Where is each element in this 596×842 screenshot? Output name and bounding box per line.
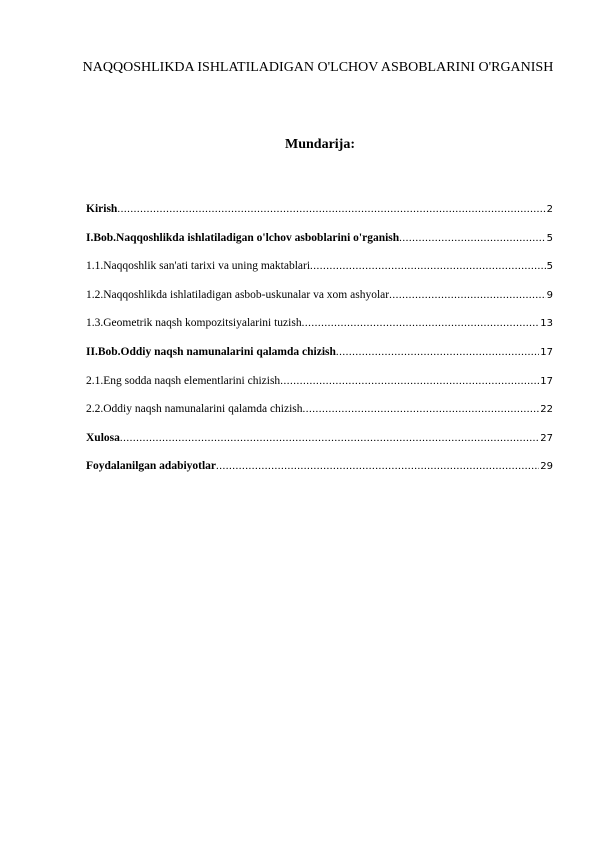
toc-entry-page-number: 29 (540, 461, 553, 473)
toc-dot-leader (117, 203, 545, 215)
toc-entry[interactable] (86, 375, 553, 404)
toc-dot-leader (216, 460, 539, 472)
toc-entry-page-number: 5 (546, 232, 553, 244)
toc-entry-label: I.Bob.Naqqoshlikda ishlatiladigan o'lchov asboblarini o'rganish (86, 231, 400, 244)
toc-dot-leader (336, 346, 539, 358)
toc-entry-page-number: 9 (546, 289, 553, 301)
toc-entry-page-number: 13 (540, 318, 553, 330)
table-of-contents (86, 203, 553, 489)
toc-entry[interactable] (86, 346, 553, 375)
toc-entry-label: 2.1.Eng sodda naqsh elementlarini chizish (86, 374, 281, 387)
toc-entry-page-number: 17 (540, 375, 553, 387)
toc-entry-page-number: 2 (546, 204, 553, 215)
toc-entry-page-number: 27 (540, 432, 553, 444)
toc-entry-page-number: 5 (546, 261, 553, 273)
toc-entry-page-number: 17 (540, 346, 553, 358)
toc-entry[interactable] (86, 260, 553, 289)
toc-dot-leader (399, 232, 545, 244)
toc-dot-leader (389, 289, 546, 301)
toc-entry[interactable] (86, 460, 553, 489)
toc-dot-leader (120, 432, 539, 444)
toc-dot-leader (303, 403, 540, 415)
toc-dot-leader (302, 317, 540, 329)
toc-entry-label: 1.2.Naqqoshlikda ishlatiladigan asbob-uskunalar va xom ashyolar (86, 288, 390, 301)
toc-entry-label: 1.1.Naqqoshlik san'ati tarixi va uning maktablari (86, 260, 311, 273)
toc-entry[interactable] (86, 232, 553, 261)
toc-entry[interactable] (86, 432, 553, 461)
toc-entry-label: 2.2.Oddiy naqsh namunalarini qalamda chizish (86, 403, 303, 416)
toc-dot-leader (310, 260, 546, 272)
toc-entry-label: Kirish (86, 203, 118, 215)
toc-entry[interactable] (86, 203, 553, 232)
toc-heading: Mundarija: (285, 137, 355, 152)
toc-entry-label: Foydalanilgan adabiyotlar (86, 460, 217, 473)
toc-entry[interactable] (86, 289, 553, 318)
toc-entry-label: II.Bob.Oddiy naqsh namunalarini qalamda chizish (86, 345, 336, 358)
document-title: NAQQOSHLIKDA ISHLATILADIGAN O'LCHOV ASBOBLARINI O'RGANISH (82, 60, 554, 75)
toc-dot-leader (280, 375, 539, 387)
toc-entry[interactable] (86, 317, 553, 346)
toc-entry-page-number: 22 (540, 404, 553, 416)
toc-entry-label: Xulosa (86, 431, 120, 444)
toc-entry-label: 1.3.Geometrik naqsh kompozitsiyalarini tuzish (86, 317, 302, 330)
toc-entry[interactable] (86, 403, 553, 432)
